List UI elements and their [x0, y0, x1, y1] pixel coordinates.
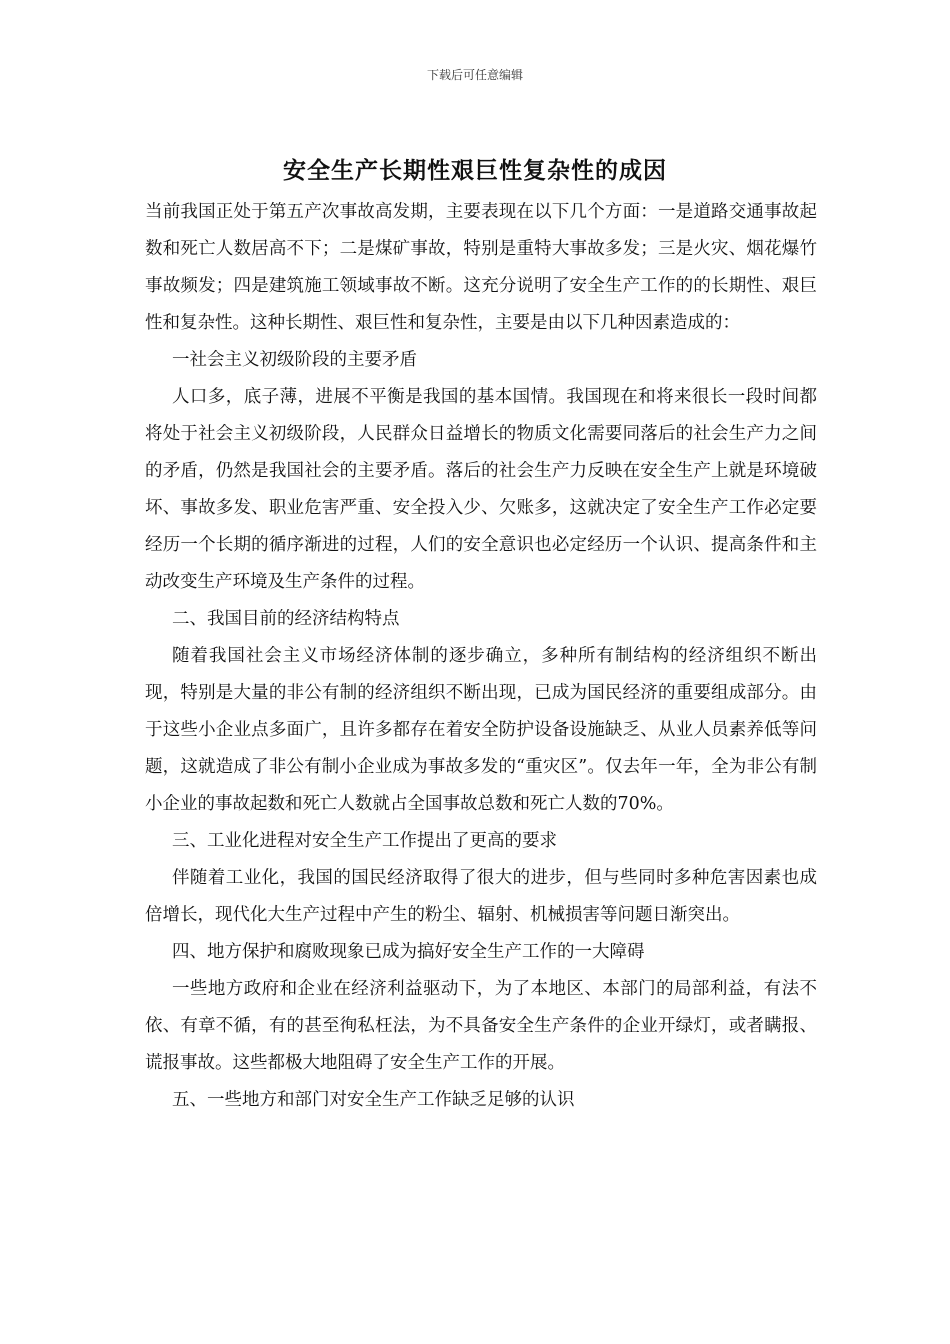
document-body: [145, 194, 817, 1119]
intro-paragraph: 当前我国正处于第五产次事故高发期，主要表现在以下几个方面：一是道路交通事故起数和死亡人数居高不下；二是煤矿事故，特别是重特大事故多发；三是火灾、烟花爆竹事故频发；四是建筑施工领域事故不断。这充分说明了安全生产工作的的长期性、艰巨性和复杂性。这种长期性、艰巨性和复杂性，主要是由以下几种因素造成的：: [145, 202, 817, 333]
section-heading-5: 五、一些地方和部门对安全生产工作缺乏足够的认识: [172, 1090, 575, 1110]
section-heading-4: 四、地方保护和腐败现象已成为搞好安全生产工作的一大障碍: [172, 942, 645, 962]
section-heading-3: 三、工业化进程对安全生产工作提出了更高的要求: [172, 831, 557, 851]
header-note: 下载后可任意编辑: [426, 68, 523, 82]
section-paragraph-3: 伴随着工业化，我国的国民经济取得了很大的进步，但与些同时多种危害因素也成倍增长，现代化大生产过程中产生的粉尘、辐射、机械损害等问题日渐突出。: [145, 868, 817, 925]
section-heading-1: 一社会主义初级阶段的主要矛盾: [172, 350, 417, 370]
document-title: 安全生产长期性艰巨性复杂性的成因: [283, 157, 667, 184]
section-paragraph-2: 随着我国社会主义市场经济体制的逐步确立，多种所有制结构的经济组织不断出现，特别是大量的非公有制的经济组织不断出现，已成为国民经济的重要组成部分。由于这些小企业点多面广，且许多都存在着安全防护设备设施缺乏、从业人员素养低等问题，这就造成了非公有制小企业成为事故多发的“重灾区”。仅去年一年，全为非公有制小企业的事故起数和死亡人数就占全国事故总数和死亡人数的70%。: [145, 646, 817, 814]
section-paragraph-4: 一些地方政府和企业在经济利益驱动下，为了本地区、本部门的局部利益，有法不依、有章不循，有的甚至徇私枉法，为不具备安全生产条件的企业开绿灯，或者瞒报、谎报事故。这些都极大地阻碍了安全生产工作的开展。: [145, 979, 817, 1073]
section-paragraph-1: 人口多，底子薄，进展不平衡是我国的基本国情。我国现在和将来很长一段时间都将处于社会主义初级阶段，人民群众日益增长的物质文化需要同落后的社会生产力之间的矛盾，仍然是我国社会的主要矛盾。落后的社会生产力反映在安全生产上就是环境破坏、事故多发、职业危害严重、安全投入少、欠账多，这就决定了安全生产工作必定要经历一个长期的循序渐进的过程，人们的安全意识也必定经历一个认识、提高条件和主动改变生产环境及生产条件的过程。: [145, 387, 817, 592]
section-heading-2: 二、我国目前的经济结构特点: [172, 609, 400, 629]
